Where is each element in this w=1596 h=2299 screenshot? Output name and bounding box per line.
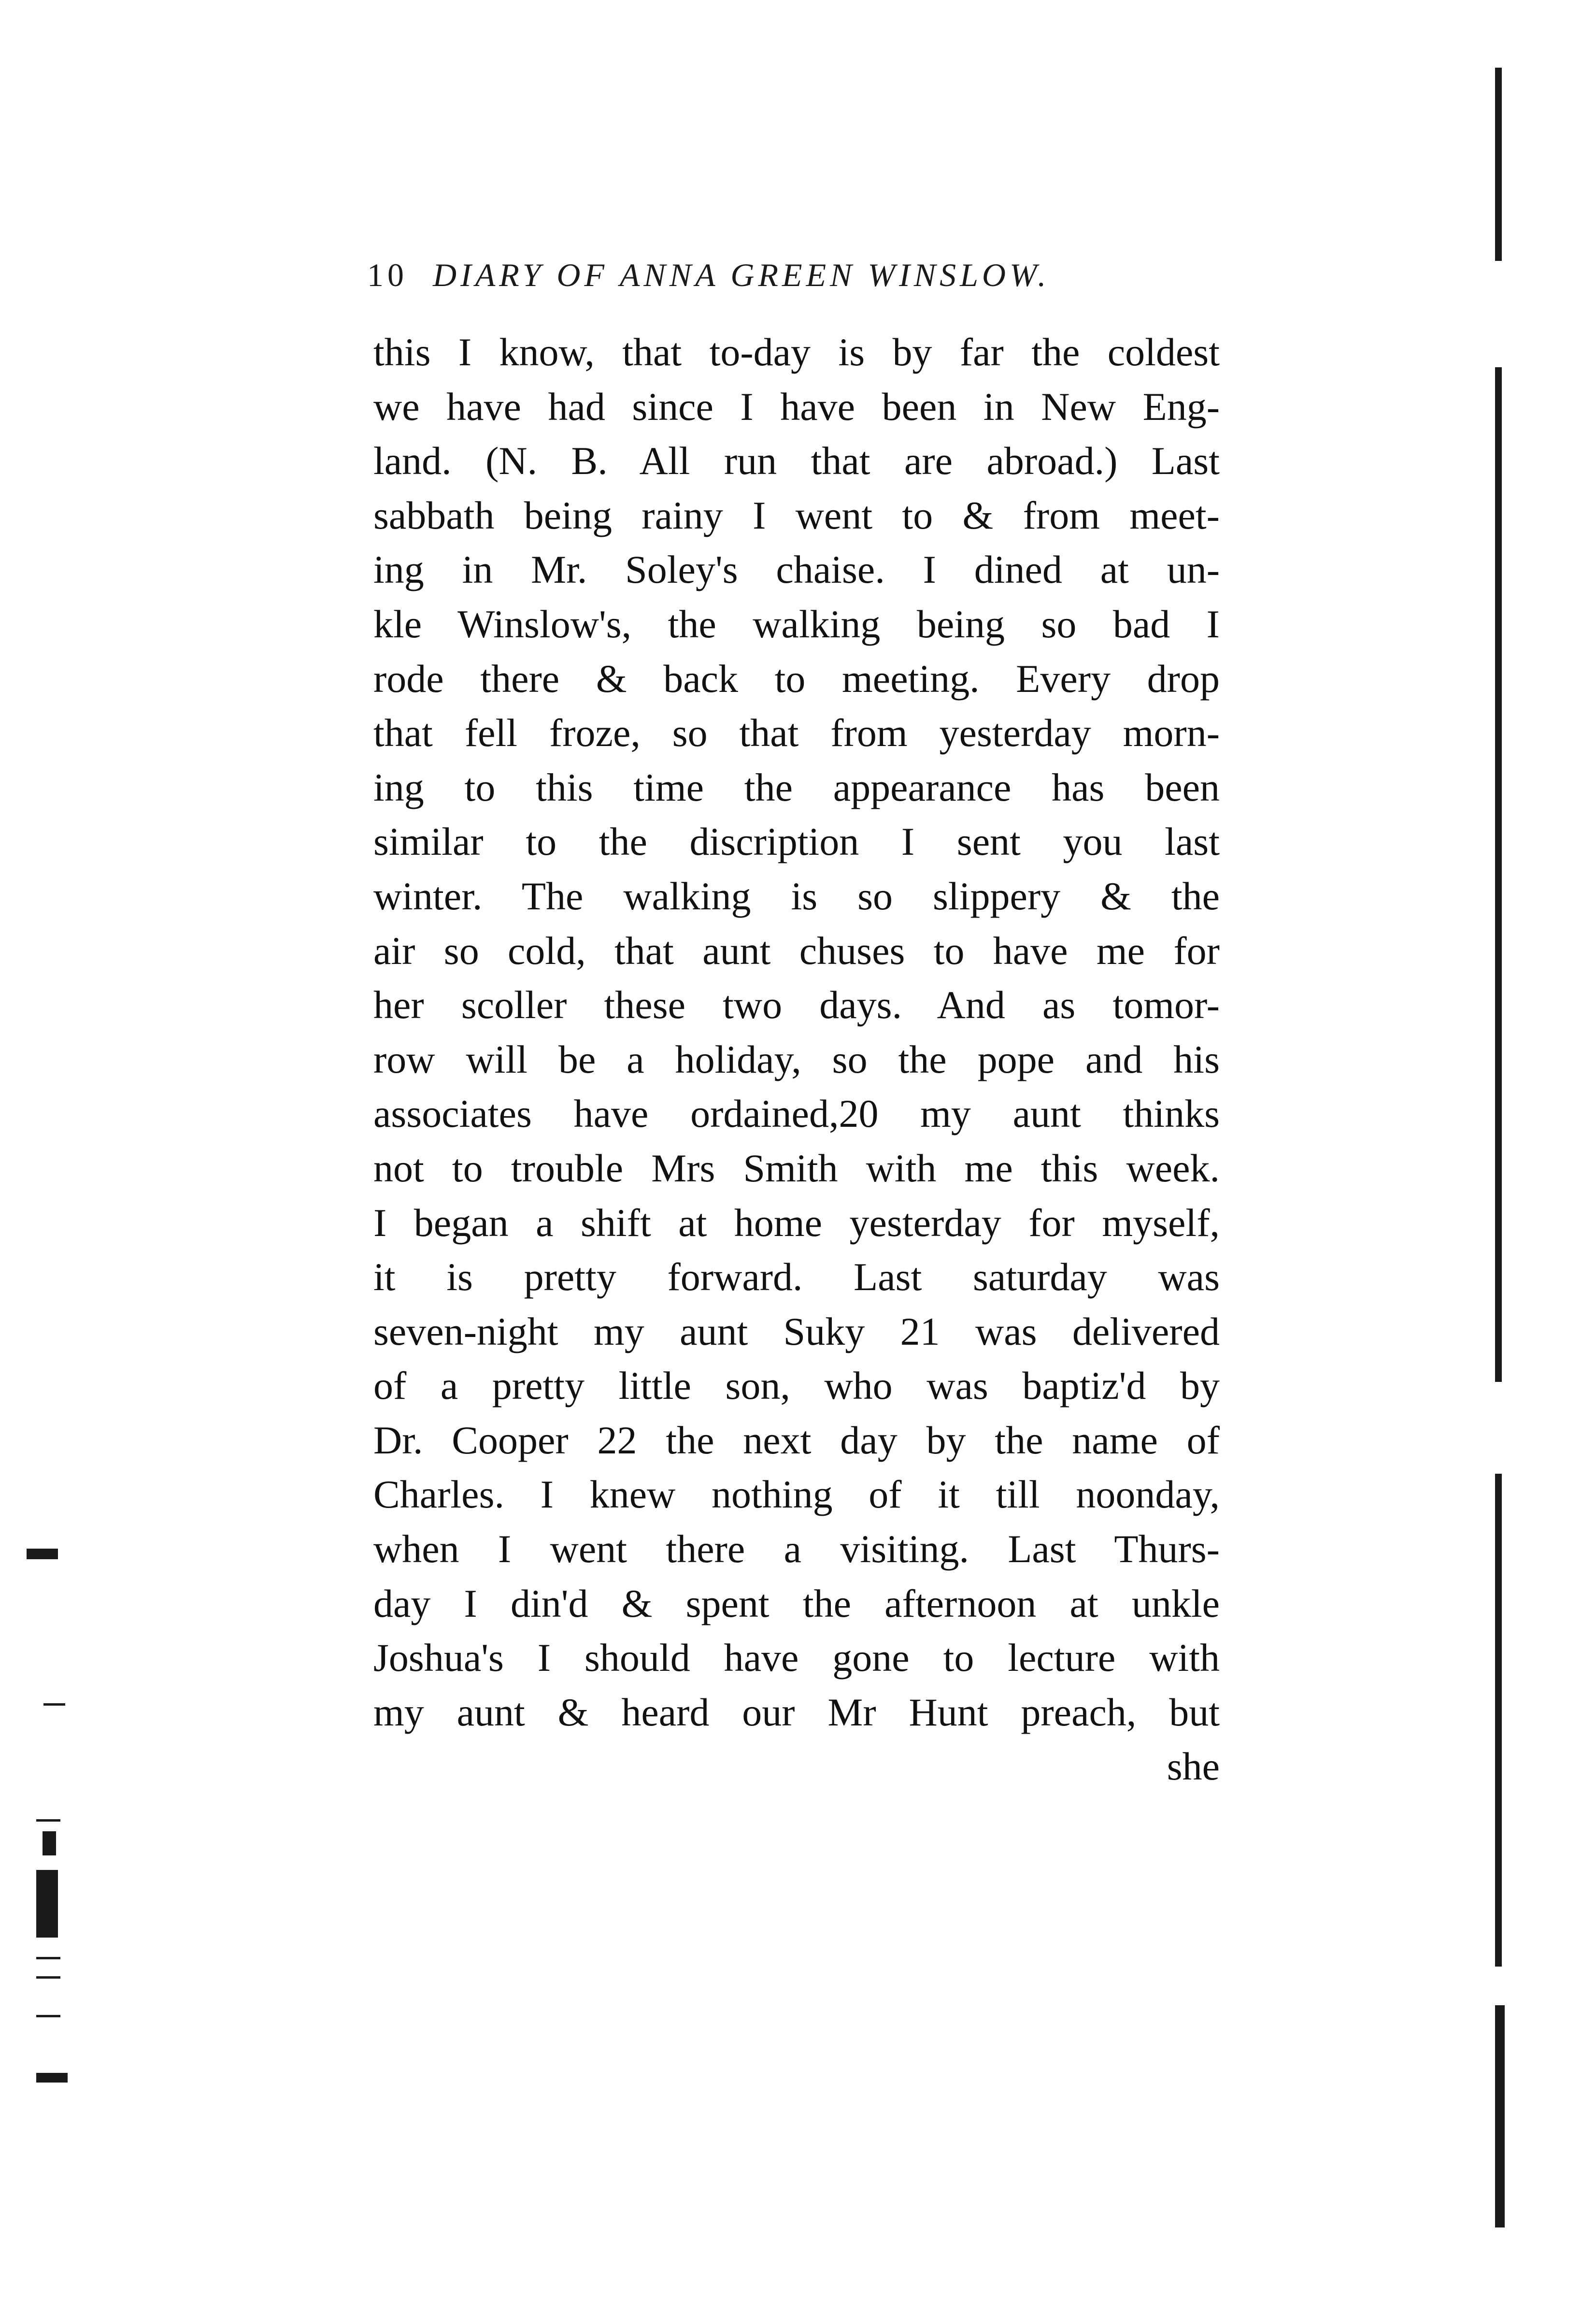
text-line: when I went there a visiting. Last Thurs- bbox=[373, 1527, 1220, 1571]
scan-mark bbox=[36, 2073, 68, 2083]
text-line: rode there & back to meeting. Every drop bbox=[373, 656, 1220, 701]
text-line: similar to the discription I sent you last bbox=[373, 819, 1220, 864]
binding-edge-shadow bbox=[1495, 68, 1502, 261]
text-line: row will be a holiday, so the pope and his bbox=[373, 1037, 1220, 1081]
page-number: 10 bbox=[367, 257, 408, 293]
binding-edge-shadow bbox=[1495, 367, 1502, 1382]
body-text bbox=[373, 325, 1220, 1794]
text-line: land. (N. B. All run that are abroad.) Last bbox=[373, 439, 1220, 483]
running-header bbox=[367, 256, 1217, 294]
text-line: Charles. I knew nothing of it till noonday, bbox=[373, 1472, 1220, 1517]
binding-edge-shadow bbox=[1495, 2005, 1505, 2227]
text-line: not to trouble Mrs Smith with me this week. bbox=[373, 1146, 1220, 1190]
text-line: air so cold, that aunt chuses to have me for bbox=[373, 928, 1220, 973]
text-line: day I din'd & spent the afternoon at unkle bbox=[373, 1581, 1220, 1625]
scan-mark bbox=[27, 1549, 58, 1559]
text-line: sabbath being rainy I went to & from meet- bbox=[373, 493, 1220, 537]
text-line: that fell froze, so that from yesterday morn- bbox=[373, 711, 1220, 755]
scan-mark bbox=[36, 1957, 60, 1959]
text-line: this I know, that to-day is by far the coldest bbox=[373, 330, 1220, 374]
text-line: her scoller these two days. And as tomor- bbox=[373, 983, 1220, 1027]
scan-mark bbox=[36, 1819, 60, 1822]
scan-mark bbox=[36, 2015, 60, 2017]
binding-edge-shadow bbox=[1495, 1474, 1502, 1967]
text-line: it is pretty forward. Last saturday was bbox=[373, 1255, 1220, 1299]
text-line: winter. The walking is so slippery & the bbox=[373, 874, 1220, 918]
scan-mark bbox=[43, 1703, 65, 1706]
text-line: Dr. Cooper 22 the next day by the name of bbox=[373, 1418, 1220, 1462]
text-line: ing in Mr. Soley's chaise. I dined at un- bbox=[373, 547, 1220, 592]
running-title: DIARY OF ANNA GREEN WINSLOW. bbox=[433, 257, 1050, 293]
text-line: we have had since I have been in New Eng- bbox=[373, 384, 1220, 429]
text-line: I began a shift at home yesterday for myself, bbox=[373, 1200, 1220, 1245]
text-line: my aunt & heard our Mr Hunt preach, but bbox=[373, 1690, 1220, 1734]
text-line: associates have ordained,20 my aunt thinks bbox=[373, 1092, 1220, 1136]
text-line: of a pretty little son, who was baptiz'd by bbox=[373, 1364, 1220, 1408]
scan-mark bbox=[36, 1870, 58, 1938]
text-line: ing to this time the appearance has been bbox=[373, 765, 1220, 809]
text-line: Joshua's I should have gone to lecture with bbox=[373, 1636, 1220, 1680]
text-line: seven-night my aunt Suky 21 was delivered bbox=[373, 1309, 1220, 1353]
scan-mark bbox=[36, 1976, 60, 1979]
text-line: kle Winslow's, the walking being so bad I bbox=[373, 602, 1220, 646]
scan-mark bbox=[43, 1831, 56, 1855]
text-line: she bbox=[1167, 1744, 1220, 1789]
